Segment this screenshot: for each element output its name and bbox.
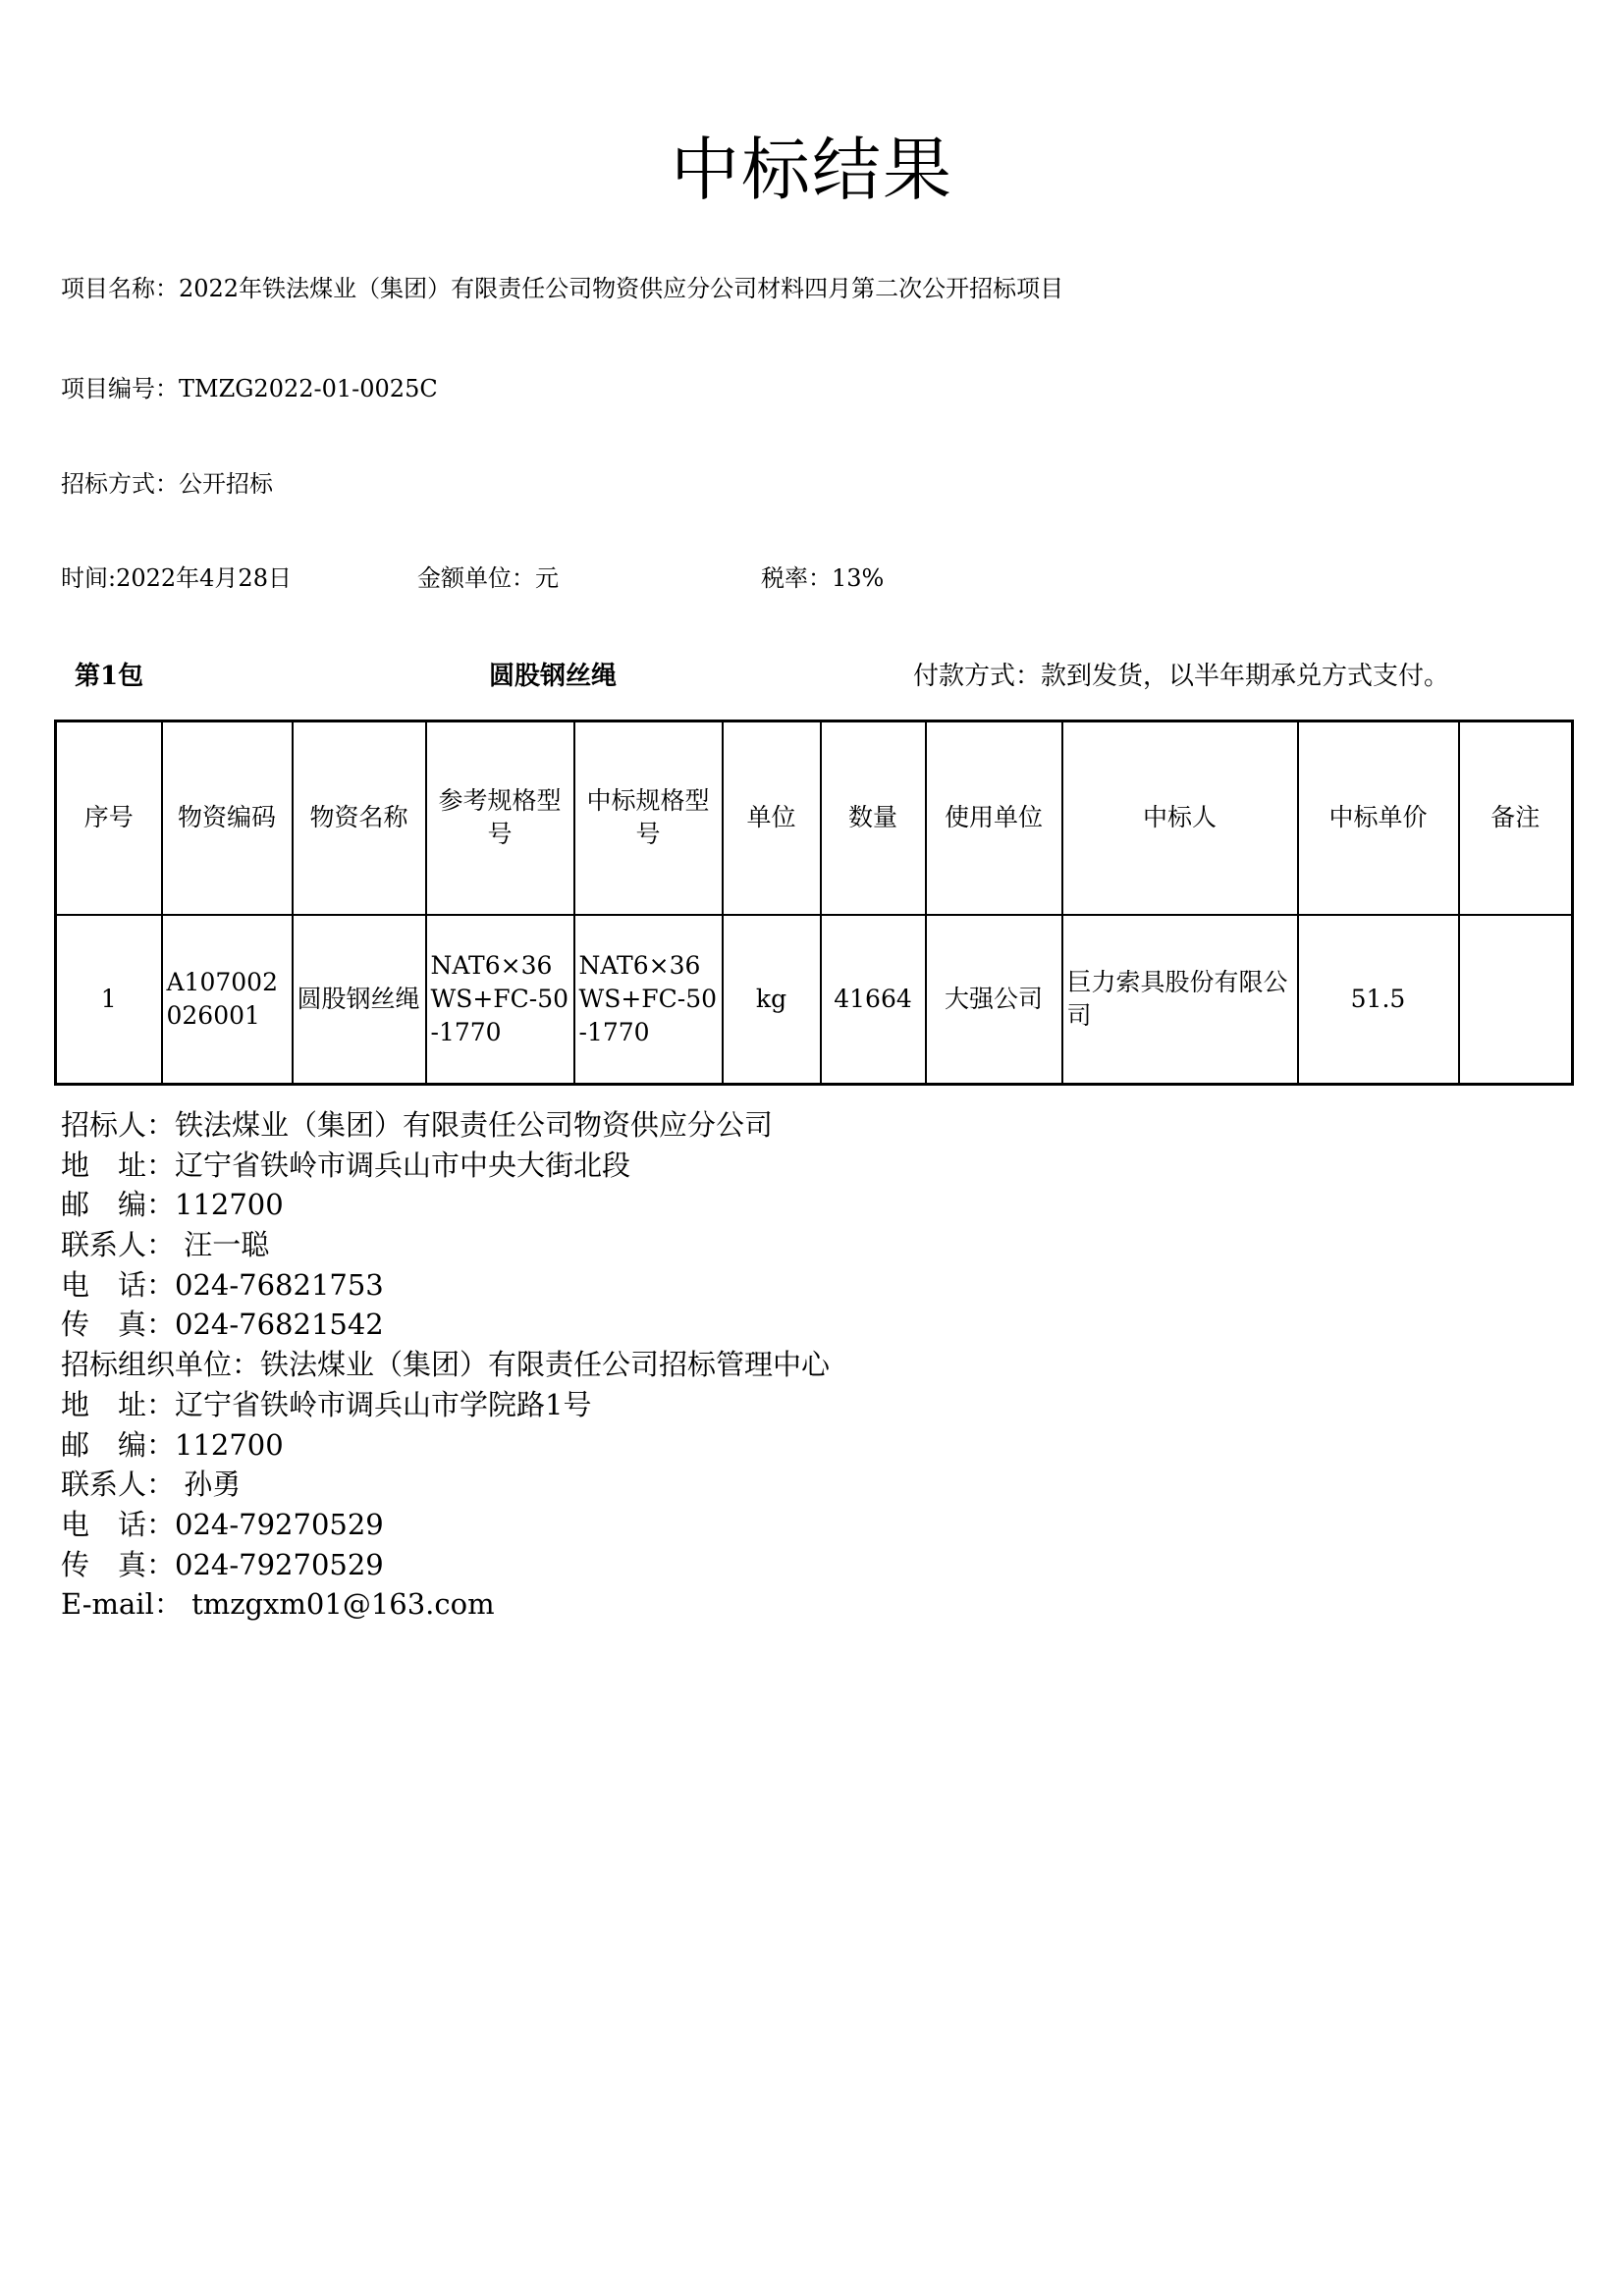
cell-quantity: 41664 — [821, 915, 926, 1085]
header-material-name: 物资名称 — [293, 721, 426, 915]
header-serial: 序号 — [56, 721, 162, 915]
project-number: 项目编号：TMZG2022-01-0025C — [61, 375, 438, 402]
header-user-unit: 使用单位 — [926, 721, 1062, 915]
cell-winning-spec: NAT6×36WS+FC-50-1770 — [574, 915, 723, 1085]
tenderer-postcode-line: 邮 编：112700 — [61, 1188, 284, 1222]
payment-terms: 付款方式：款到发货，以半年期承兑方式支付。 — [913, 662, 1450, 691]
cell-material-code: A107002026001 — [162, 915, 293, 1085]
agency-phone-line: 电 话：024-79270529 — [61, 1507, 384, 1541]
agency-address-line: 地 址：辽宁省铁岭市调兵山市学院路1号 — [61, 1387, 592, 1421]
cell-reference-spec: NAT6×36WS+FC-50-1770 — [426, 915, 574, 1085]
bid-method: 招标方式：公开招标 — [61, 470, 273, 498]
header-quantity: 数量 — [821, 721, 926, 915]
agency-postcode-line: 邮 编：112700 — [61, 1427, 284, 1462]
tenderer-fax-line: 传 真：024-76821542 — [61, 1308, 384, 1342]
bid-result-table — [54, 720, 1574, 1086]
tenderer-phone-line: 电 话：024-76821753 — [61, 1267, 384, 1302]
agency-email-line: E-mail： tmzgxm01@163.com — [61, 1587, 495, 1622]
tenderer-line: 招标人：铁法煤业（集团）有限责任公司物资供应分公司 — [61, 1108, 774, 1142]
tenderer-address-line: 地 址：辽宁省铁岭市调兵山市中央大街北段 — [61, 1148, 631, 1182]
cell-remarks — [1459, 915, 1573, 1085]
table-header-row — [56, 721, 1573, 915]
tax-rate: 税率：13% — [761, 564, 885, 592]
cell-user-unit: 大强公司 — [926, 915, 1062, 1085]
header-unit: 单位 — [723, 721, 821, 915]
bid-time: 时间:2022年4月28日 — [61, 564, 292, 592]
currency-unit: 金额单位：元 — [417, 564, 559, 592]
agency-fax-line: 传 真：024-79270529 — [61, 1547, 384, 1581]
header-winning-spec: 中标规格型号 — [574, 721, 723, 915]
tenderer-contact-line: 联系人： 汪一聪 — [61, 1228, 270, 1262]
agency-contact-line: 联系人： 孙勇 — [61, 1468, 242, 1502]
header-winner: 中标人 — [1062, 721, 1298, 915]
contact-block — [61, 1105, 830, 1625]
cell-material-name: 圆股钢丝绳 — [293, 915, 426, 1085]
header-reference-spec: 参考规格型号 — [426, 721, 574, 915]
package-name: 圆股钢丝绳 — [489, 662, 618, 691]
header-unit-price: 中标单价 — [1298, 721, 1459, 915]
cell-winner: 巨力索具股份有限公司 — [1062, 915, 1298, 1085]
document-title: 中标结果 — [671, 130, 953, 210]
agency-line: 招标组织单位：铁法煤业（集团）有限责任公司招标管理中心 — [61, 1348, 831, 1382]
cell-serial: 1 — [56, 915, 162, 1085]
package-number: 第1包 — [75, 662, 144, 691]
table-row — [56, 915, 1573, 1085]
header-material-code: 物资编码 — [162, 721, 293, 915]
cell-unit: kg — [723, 915, 821, 1085]
project-name: 项目名称：2022年铁法煤业（集团）有限责任公司物资供应分公司材料四月第二次公开招标项目 — [61, 275, 1064, 302]
cell-unit-price: 51.5 — [1298, 915, 1459, 1085]
header-remarks: 备注 — [1459, 721, 1573, 915]
